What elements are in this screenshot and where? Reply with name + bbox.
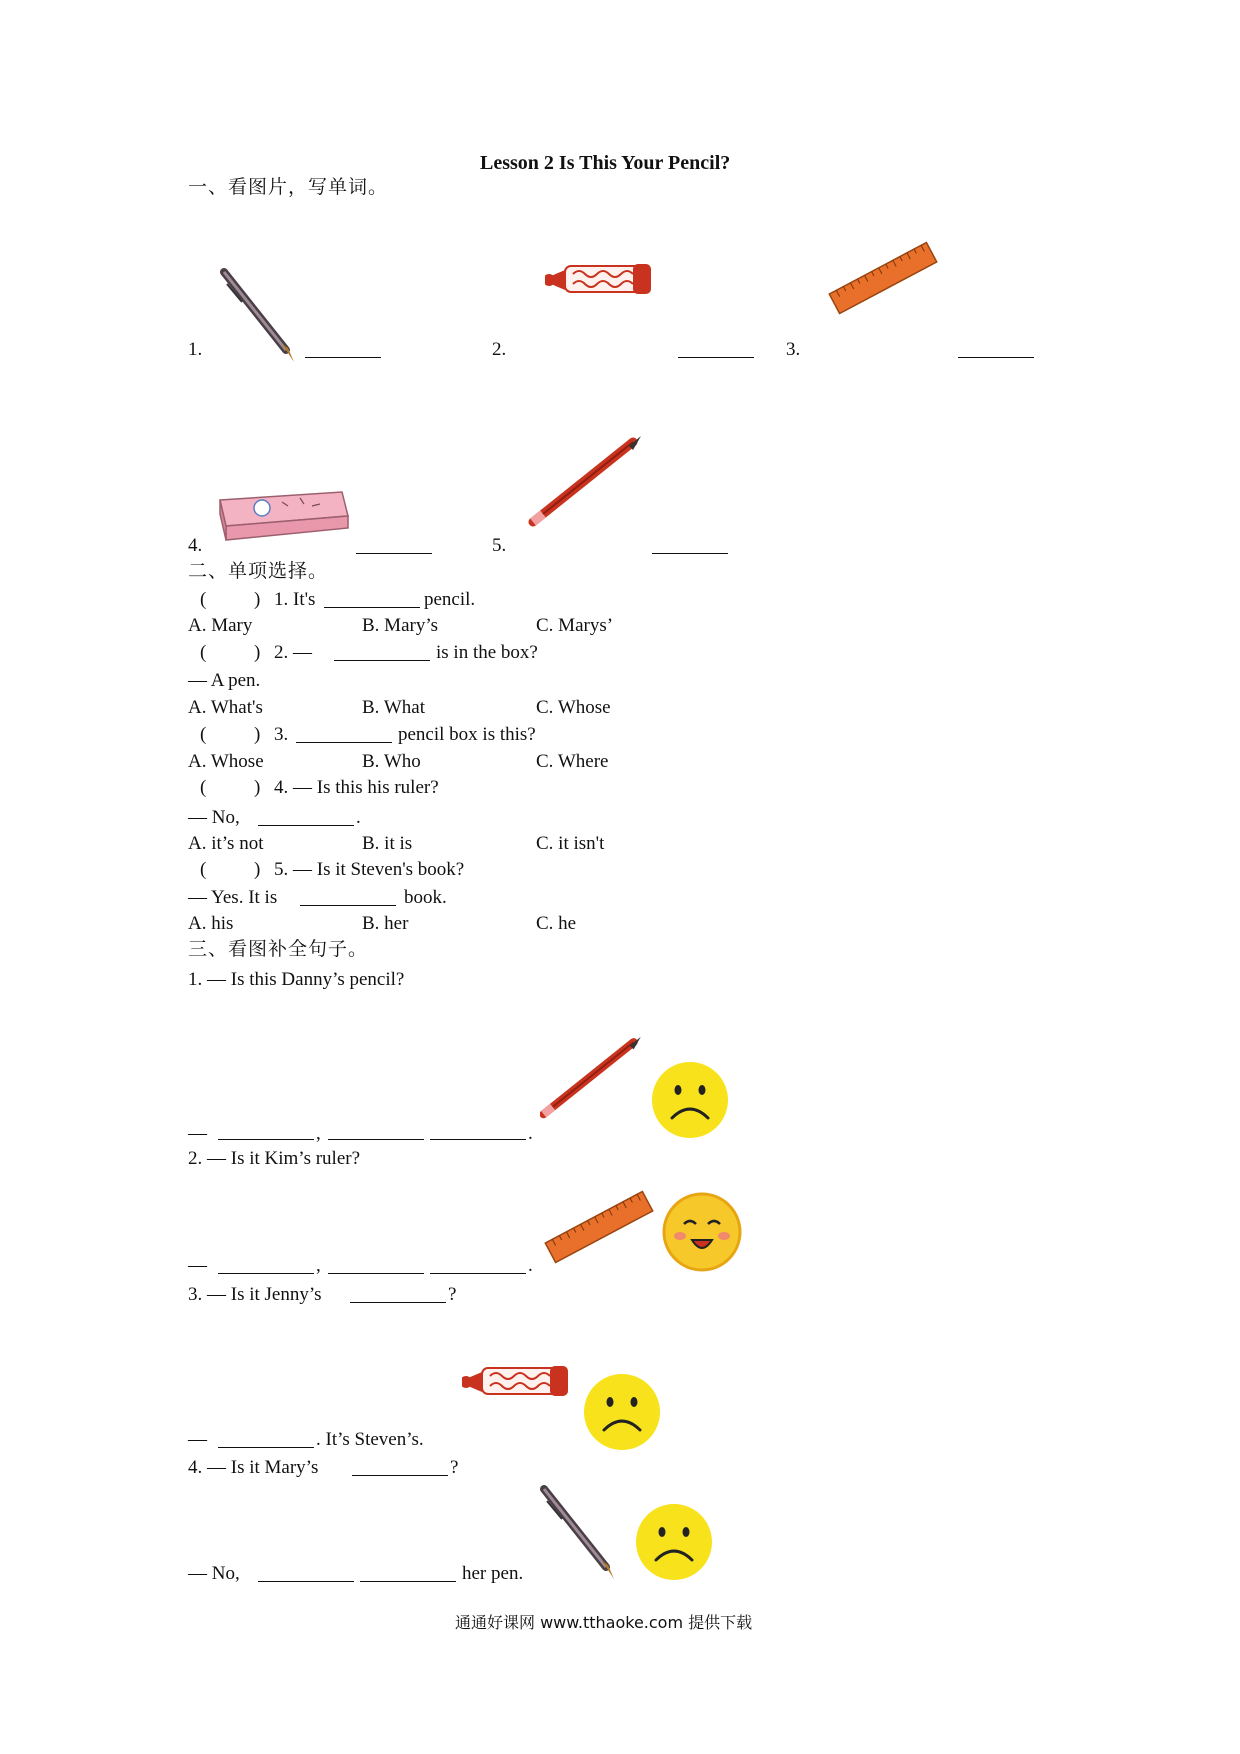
- sad-face-icon: [580, 1370, 664, 1454]
- paren-close: ): [254, 724, 261, 745]
- item-number: 2.: [492, 339, 507, 360]
- paren-open: (: [200, 642, 207, 663]
- question-stem: 3.: [274, 724, 289, 745]
- answer-blank[interactable]: [258, 825, 354, 826]
- ruler-image: [540, 1180, 665, 1270]
- question-stem: pencil box is this?: [398, 724, 536, 745]
- option-a[interactable]: A. it’s not: [188, 833, 264, 854]
- answer-blank[interactable]: [430, 1273, 526, 1274]
- answer-blank[interactable]: [218, 1139, 314, 1140]
- answer-dash: —: [188, 1429, 207, 1450]
- question-stem: 2. —: [274, 642, 312, 663]
- answer-blank[interactable]: [324, 607, 420, 608]
- ruler-image: [826, 232, 946, 322]
- item-number: 3.: [786, 339, 801, 360]
- pencil-image: [525, 428, 655, 528]
- question-stem: 5. — Is it Steven's book?: [274, 859, 465, 880]
- answer-line: — A pen.: [188, 670, 261, 691]
- option-b[interactable]: B. her: [362, 913, 409, 934]
- option-a[interactable]: A. Whose: [188, 751, 264, 772]
- paren-open: (: [200, 589, 207, 610]
- answer-blank[interactable]: [258, 1581, 354, 1582]
- answer-line: book.: [404, 887, 447, 908]
- answer-blank[interactable]: [958, 357, 1034, 358]
- option-a[interactable]: A. Mary: [188, 615, 253, 636]
- sad-face-icon: [632, 1500, 716, 1584]
- paren-close: ): [254, 859, 261, 880]
- footer-credit: 通通好课网 www.tthaoke.com 提供下载: [455, 1613, 753, 1632]
- paren-open: (: [200, 724, 207, 745]
- answer-line: her pen.: [462, 1563, 524, 1584]
- option-c[interactable]: C. he: [536, 913, 577, 934]
- section3-heading: 三、看图补全句子。: [188, 938, 369, 960]
- answer-line: — No,: [188, 807, 240, 828]
- answer-line: — No,: [188, 1563, 240, 1584]
- question-line: ?: [450, 1457, 459, 1478]
- answer-blank[interactable]: [296, 742, 392, 743]
- answer-blank[interactable]: [218, 1447, 314, 1448]
- answer-blank[interactable]: [305, 357, 381, 358]
- question-line: 3. — Is it Jenny’s: [188, 1284, 322, 1305]
- question-stem: 4. — Is this his ruler?: [274, 777, 439, 798]
- paren-close: ): [254, 642, 261, 663]
- answer-period: .: [528, 1255, 533, 1276]
- question-stem: pencil.: [424, 589, 476, 610]
- answer-dash: —: [188, 1255, 207, 1276]
- question-line: 1. — Is this Danny’s pencil?: [188, 969, 405, 990]
- pen-image: [220, 268, 310, 368]
- answer-blank[interactable]: [652, 553, 728, 554]
- answer-blank[interactable]: [430, 1139, 526, 1140]
- option-a[interactable]: A. What's: [188, 697, 263, 718]
- answer-blank[interactable]: [328, 1139, 424, 1140]
- question-stem: 1. It's: [274, 589, 316, 610]
- answer-dash: —: [188, 1123, 207, 1144]
- question-line: ?: [448, 1284, 457, 1305]
- answer-blank[interactable]: [350, 1302, 446, 1303]
- option-c[interactable]: C. Whose: [536, 697, 611, 718]
- answer-blank[interactable]: [300, 905, 396, 906]
- answer-period: .: [528, 1123, 533, 1144]
- item-number: 1.: [188, 339, 203, 360]
- marker-image: [462, 1360, 582, 1406]
- answer-blank[interactable]: [334, 660, 430, 661]
- option-c[interactable]: C. it isn't: [536, 833, 605, 854]
- option-b[interactable]: B. it is: [362, 833, 413, 854]
- answer-line: — Yes. It is: [188, 887, 278, 908]
- answer-blank[interactable]: [356, 553, 432, 554]
- answer-blank[interactable]: [678, 357, 754, 358]
- section1-heading: 一、看图片，写单词。: [188, 176, 389, 198]
- option-c[interactable]: C. Where: [536, 751, 609, 772]
- paren-close: ): [254, 589, 261, 610]
- question-line: 4. — Is it Mary’s: [188, 1457, 319, 1478]
- answer-blank[interactable]: [360, 1581, 456, 1582]
- item-number: 5.: [492, 535, 507, 556]
- answer-blank[interactable]: [352, 1475, 448, 1476]
- item-number: 4.: [188, 535, 203, 556]
- option-b[interactable]: B. Who: [362, 751, 421, 772]
- happy-face-icon: [660, 1190, 744, 1274]
- sad-face-icon: [648, 1058, 732, 1142]
- page-title: Lesson 2 Is This Your Pencil?: [480, 152, 731, 174]
- answer-comma: ,: [316, 1123, 321, 1144]
- option-c[interactable]: C. Marys’: [536, 615, 614, 636]
- answer-line: . It’s Steven’s.: [316, 1429, 424, 1450]
- answer-line: .: [356, 807, 361, 828]
- section2-heading: 二、单项选择。: [188, 560, 329, 582]
- option-b[interactable]: B. What: [362, 697, 425, 718]
- question-stem: is in the box?: [436, 642, 538, 663]
- paren-open: (: [200, 859, 207, 880]
- answer-blank[interactable]: [218, 1273, 314, 1274]
- marker-image: [545, 258, 665, 304]
- pencil-box-image: [212, 486, 352, 542]
- paren-open: (: [200, 777, 207, 798]
- option-a[interactable]: A. his: [188, 913, 234, 934]
- answer-blank[interactable]: [328, 1273, 424, 1274]
- answer-comma: ,: [316, 1255, 321, 1276]
- option-b[interactable]: B. Mary’s: [362, 615, 438, 636]
- pencil-image: [540, 1035, 650, 1125]
- question-line: 2. — Is it Kim’s ruler?: [188, 1148, 361, 1169]
- pen-image: [540, 1485, 630, 1585]
- paren-close: ): [254, 777, 261, 798]
